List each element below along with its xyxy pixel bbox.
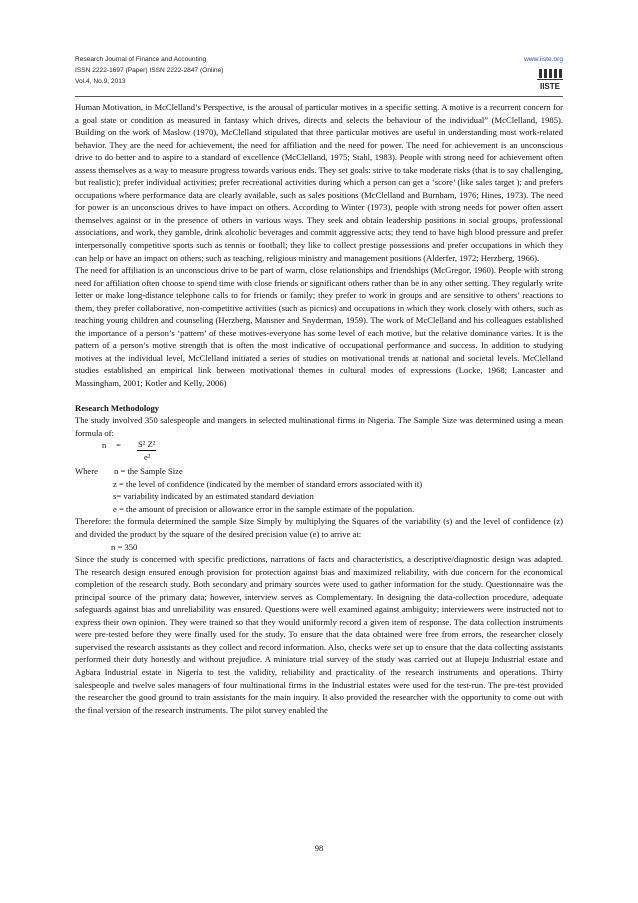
definition-list — [75, 478, 563, 516]
definition-z: z = the level of confidence (indicated by the member of standard errors associated with it) — [113, 478, 423, 489]
formula-numerator: S² Z² — [138, 439, 156, 450]
definition-n: n = the Sample Size — [114, 466, 183, 477]
journal-name: Research Journal of Finance and Accounting — [75, 56, 207, 63]
definition-e: e = the amount of precision or allowance error in the sample estimate of the population. — [113, 503, 415, 514]
sample-size-result: n = 350 — [111, 541, 138, 552]
sample-size-formula — [75, 439, 563, 465]
volume-line: Vol.4, No.9, 2013 — [75, 78, 126, 85]
article-body — [75, 101, 563, 716]
where-label: Where — [75, 466, 98, 477]
methodology-body: Since the study is concerned with specific predictions, narrations of facts and characteristics, a descriptive/diagnostic design was adapted. The research design ensured enough provision for protection against bias and maximized reliability, with due concern for the economical completion of the research study. Both secondary and primary sources were used to gather information for the study. Questionnaire was the principal source of the primary data; however, interview serves as Complementary. In designing the data-collection procedure, adequate safeguards against bias and unreliability was ensured. Questions were well examined against ambiguity; interviewers were instructed not to express their own opinion. They were trained so that they would uniformly record a given item of response. The data collection instruments were pre-tested before they were finally used for the study. To ensure that the data obtained were free from errors, the researcher closely supervised the research assistants as they collect and record information. Also, checks were set up to ensure that the data collecting assistants performed their duty honestly and without prejudice. A miniature trial survey of the study was carried out at Ilupeju Industrial estate and Agbara Industrial estate in Nigeria to test the validity, reliability and practicality of the research instruments and operations. Thirty salespeople and twelve sales managers of four multinational firms in the Industrial estates were used for the test-run. The pre-test provided the researcher the good ground to train assistants for the main inquiry. It also provided the researcher with the opportunity to come out with the final version of the research instruments. The pilot survey enabled the — [75, 554, 563, 715]
issn-line: ISSN 2222-1697 (Paper) ISSN 2222-2847 (Online) — [75, 67, 224, 74]
iiste-logo-icon — [537, 68, 563, 92]
formula-equals: = — [116, 440, 121, 451]
methodology-intro: The study involved 350 salespeople and mangers in selected multinational firms in Nigeria. The Sample Size was determined using a mean formula of: — [75, 415, 563, 438]
definition-s: s= variability indicated by an estimated standard deviation — [113, 491, 314, 502]
running-header — [75, 54, 563, 87]
header-rule — [75, 96, 563, 97]
journal-url[interactable]: www.iiste.org — [524, 56, 563, 63]
formula-n: n — [102, 440, 107, 451]
page-number: 98 — [314, 843, 324, 853]
logo-text: IISTE — [539, 82, 561, 91]
where-block — [75, 465, 563, 478]
paragraph-affiliation: The need for affiliation is an unconscious drive to be part of warm, close relationships and friendships (McGregor, 1960). People with strong need for affiliation often choose to spend time with close friends or significant others rather than be in any other setting. They regularly write letter or make long-distance telephone calls to for friends or family; they prefer to work in groups and are sensitive to others’ reactions to them, they prefer collaborative, non-competitive activities (such as picnics) and occupations in which they work closely with others, such as teaching young children and counseling (Herzberg, Mansner and Snyderman, 1959). The work of McClelland and his colleagues established the importance of a person’s ‘pattern’ of these motives-everyone has some level of each motive, but the relative dominance varies. It is the pattern of a person’s motive strength that is often the most indicative of occupational performance and success. In addition to studying motives at the individual level, McClelland initiated a series of studies on motivational trends at national and societal levels. McClelland studies established an empirical link between motivational themes in cultural modes of expressions (Locke, 1968; Lancaster and Massingham, 2001; Kotler and Kelly, 2006) — [75, 265, 563, 389]
section-heading: Research Methodology — [75, 402, 160, 413]
therefore-text: Therefore: the formula determined the sample Size Simply by multiplying the Squares of the variability (s) and the level of confidence (z) and divided the product by the square of the desired precision value (e) to arrive at: — [75, 516, 563, 539]
paragraph-motivation: Human Motivation, in McClelland’s Perspective, is the arousal of particular motives in a specific setting. A motive is a recurrent concern for a goal state or condition as measured in fantasy which drives, directs and selects the behaviour of the individual” (McClelland, 1985). Building on the work of Maslow (1970), McClelland stipulated that three particular motives are useful in understanding most work-related behavior. They are the need for achievement, the need for affiliation and the need for power. The need for achievement is an unconscious drive to do better and to aspire to a standard of excellence (McClelland, 1975; Stahl, 1983). People with strong need for achievement often assess themselves as a way to measure progress towards various ends. They set goals: strive to take moderate risks (that is to say challenging, but realistic); prefer individual activities; prefer recreational activities during which a person can get a ‘score’ (like sales target ); and prefers occupations where performance data are clearly available, such as sales positions (McClelland and Burnham, 1976; Hines, 1973). The need for power is an unconscious drives to have impact on others. According to Winter (1973), people with strong needs for power often assert themselves against or in the presence of others in various ways. They seek and obtain leadership positions in social groups, professional associations, and work, they gamble, drink alcoholic beverages and commit aggressive acts; they tend to have high blood pressure and prefer interpersonally competitive sports such as tennis or football; they like to collect prestige possessions and prefer occupations in which they can help or have an impact on others; such as teaching, religious ministry and management positions (Alderfer, 1972; Herzberg, 1966). — [75, 102, 563, 263]
formula-denominator: e² — [144, 452, 151, 463]
